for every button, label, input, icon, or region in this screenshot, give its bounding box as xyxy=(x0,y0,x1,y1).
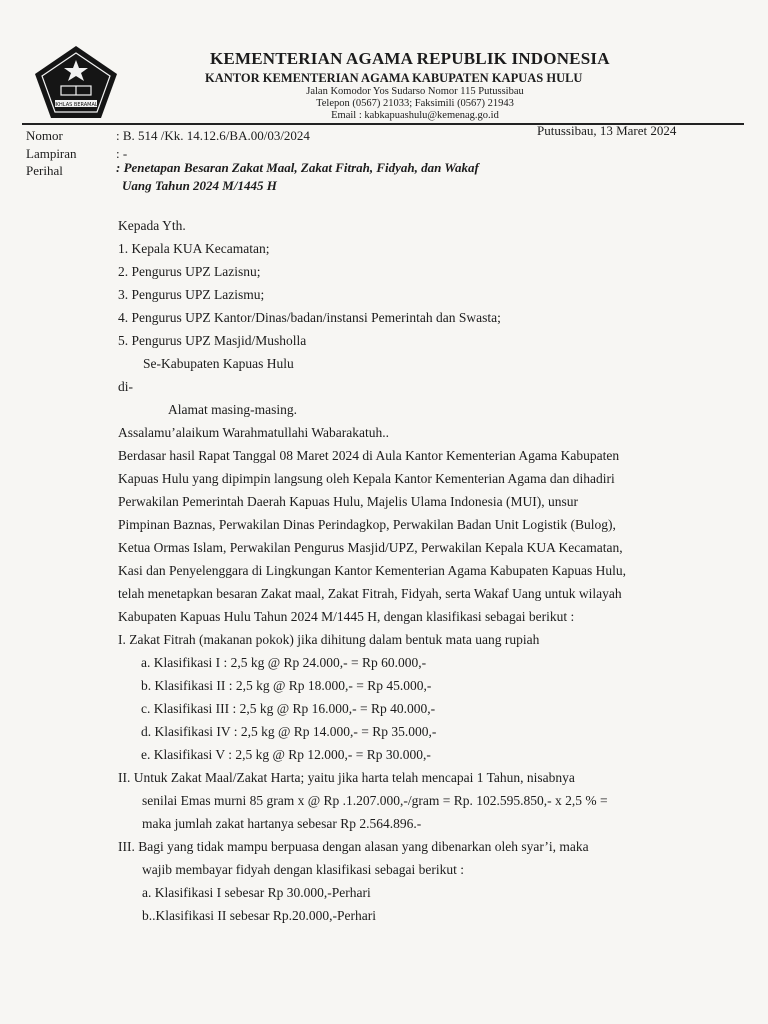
fidyah-item: b..Klasifikasi II sebesar Rp.20.000,-Perhari xyxy=(142,908,376,923)
paragraph-line: telah menetapkan besaran Zakat maal, Zakat Fitrah, Fidyah, serta Wakaf Uang untuk wilayah xyxy=(118,586,622,601)
zakat-fitrah-item: b. Klasifikasi II : 2,5 kg @ Rp 18.000,- = Rp 45.000,- xyxy=(141,678,432,693)
paragraph-line: Kabupaten Kapuas Hulu Tahun 2024 M/1445 H, dengan klasifikasi sebagai berikut : xyxy=(118,609,575,624)
nomor-label: Nomor xyxy=(26,128,63,143)
recipient-item: 4. Pengurus UPZ Kantor/Dinas/badan/instansi Pemerintah dan Swasta; xyxy=(118,310,501,325)
perihal-line-1: : Penetapan Besaran Zakat Maal, Zakat Fitrah, Fidyah, dan Wakaf xyxy=(116,160,479,175)
zakat-fitrah-item: e. Klasifikasi V : 2,5 kg @ Rp 12.000,- = Rp 30.000,- xyxy=(141,747,431,762)
recipient-item: 5. Pengurus UPZ Masjid/Musholla xyxy=(118,333,307,348)
paragraph-line: Ketua Ormas Islam, Perwakilan Pengurus Masjid/UPZ, Perwakilan Kepala KUA Kecamatan, xyxy=(118,540,623,555)
recipients-alamat: Alamat masing-masing. xyxy=(168,402,297,417)
lampiran-value: : - xyxy=(116,146,128,161)
paragraph-line: Perwakilan Pemerintah Daerah Kapuas Hulu, Majelis Ulama Indonesia (MUI), unsur xyxy=(118,494,578,509)
recipients-di: di- xyxy=(118,379,133,394)
section-1-title: I. Zakat Fitrah (makanan pokok) jika dihitung dalam bentuk mata uang rupiah xyxy=(118,632,540,647)
section-2-line-1: II. Untuk Zakat Maal/Zakat Harta; yaitu jika harta telah mencapai 1 Tahun, nisabnya xyxy=(118,770,575,785)
section-3-line-2: wajib membayar fidyah dengan klasifikasi sebagai berikut : xyxy=(142,862,465,877)
paragraph-line: Kapuas Hulu yang dipimpin langsung oleh Kepala Kantor Kementerian Agama dan dihadiri xyxy=(118,471,615,486)
recipient-item: 2. Pengurus UPZ Lazisnu; xyxy=(118,264,261,279)
section-3-line-1: III. Bagi yang tidak mampu berpuasa dengan alasan yang dibenarkan oleh syar’i, maka xyxy=(118,839,589,854)
zakat-fitrah-item: a. Klasifikasi I : 2,5 kg @ Rp 24.000,- = Rp 60.000,- xyxy=(141,655,427,670)
perihal-line-2: Uang Tahun 2024 M/1445 H xyxy=(122,178,277,193)
paragraph-line: Berdasar hasil Rapat Tanggal 08 Maret 2024 di Aula Kantor Kementerian Agama Kabupaten xyxy=(118,448,620,463)
letterhead-ministry: KEMENTERIAN AGAMA REPUBLIK INDONESIA xyxy=(210,49,610,68)
zakat-fitrah-item: d. Klasifikasi IV : 2,5 kg @ Rp 14.000,- = Rp 35.000,- xyxy=(141,724,437,739)
fidyah-item: a. Klasifikasi I sebesar Rp 30.000,-Perhari xyxy=(142,885,371,900)
greeting: Assalamu’alaikum Warahmatullahi Wabarakatuh.. xyxy=(118,425,389,440)
logo-motto: IKHLAS BERAMAL xyxy=(54,101,98,108)
nomor-value: : B. 514 /Kk. 14.12.6/BA.00/03/2024 xyxy=(116,128,310,143)
section-2-line-3: maka jumlah zakat hartanya sebesar Rp 2.564.896.- xyxy=(142,816,422,831)
letterhead-address: Jalan Komodor Yos Sudarso Nomor 115 Putussibau xyxy=(306,86,524,97)
zakat-fitrah-item: c. Klasifikasi III : 2,5 kg @ Rp 16.000,- = Rp 40.000,- xyxy=(141,701,436,716)
letterhead-office: KANTOR KEMENTERIAN AGAMA KABUPATEN KAPUAS HULU xyxy=(205,71,583,85)
perihal-label: Perihal xyxy=(26,163,63,178)
recipients-intro: Kepada Yth. xyxy=(118,218,186,233)
paragraph-line: Kasi dan Penyelenggara di Lingkungan Kantor Kementerian Agama Kabupaten Kapuas Hulu, xyxy=(118,563,626,578)
recipient-item: 1. Kepala KUA Kecamatan; xyxy=(118,241,270,256)
section-2-line-2: senilai Emas murni 85 gram x @ Rp .1.207.000,-/gram = Rp. 102.595.850,- x 2,5 % = xyxy=(142,793,608,808)
letterhead-email: Email : kabkapuashulu@kemenag.go.id xyxy=(331,110,499,121)
letterhead-phone: Telepon (0567) 21033; Faksimili (0567) 21943 xyxy=(316,98,514,109)
recipients-region: Se-Kabupaten Kapuas Hulu xyxy=(143,356,294,371)
letter-date: Putussibau, 13 Maret 2024 xyxy=(537,123,677,138)
recipient-item: 3. Pengurus UPZ Lazismu; xyxy=(118,287,265,302)
paragraph-line: Pimpinan Baznas, Perwakilan Dinas Perindagkop, Perwakilan Badan Unit Logistik (Bulog), xyxy=(118,517,616,532)
lampiran-label: Lampiran xyxy=(26,146,77,161)
